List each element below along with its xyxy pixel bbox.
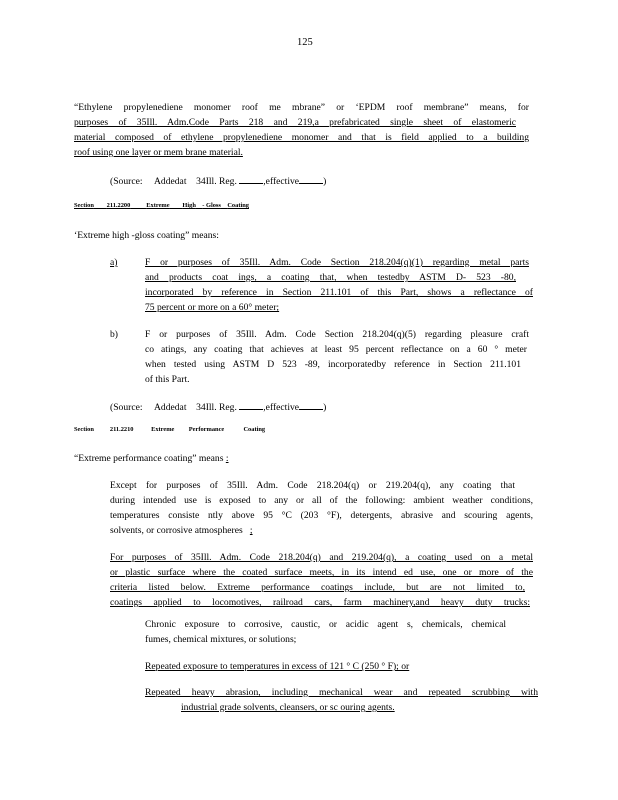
criterion-line: fumes, chemical mixtures, or solutions;: [145, 634, 297, 645]
item-a-line: incorporated by reference in Section 211.101 of this Part, shows a reflectance of: [145, 287, 533, 298]
epdm-line: “Ethylene propylenediene monomer roof me mbrane” or ‘EPDM roof membrane” means, for: [74, 102, 529, 113]
p1-line: solvents, or corrosive atmospheres ;: [110, 525, 253, 536]
p2-line: For purposes of 35Ill. Adm. Code 218.204(q) and 219.204(q), a coating used on a metal: [110, 552, 533, 563]
item-label-b: b): [110, 329, 118, 340]
source-note: (Source: Addedat 34Ill. Reg. ,effective ): [110, 176, 327, 187]
p2-line: coatings applied to locomotives, railroad cars, farm machinery,and heavy duty trucks:: [110, 597, 530, 608]
criterion-line: Repeated heavy abrasion, including mechanical wear and repeated scrubbing with: [145, 687, 538, 698]
item-label-a: a): [110, 257, 118, 268]
p1-line: temperatures consiste ntly above 95 °C (203 °F), detergents, abrasive and scouring agents,: [110, 510, 533, 521]
section-heading: Section 211.2200 Extreme High - Gloss Coating: [74, 202, 249, 209]
item-a-line: F or purposes of 35Ill. Adm. Code Section 218.204(q)(1) regarding metal parts: [145, 257, 529, 268]
epdm-line: material composed of ethylene propylenediene monomer and that is field applied to a building: [74, 132, 529, 143]
criterion-line: Repeated exposure to temperatures in excess of 121 ° C (250 ° F); or: [145, 661, 410, 672]
p1-line: during intended use is exposed to any or all of the following: ambient weather conditions,: [110, 495, 533, 506]
item-b-line: when tested using ASTM D 523 -89, incorporatedby reference in Section 211.101: [145, 359, 521, 370]
definition-intro: “Extreme performance coating” means :: [74, 453, 229, 464]
epdm-line: purposes of 35Ill. Adm.Code Parts 218 and 219,a prefabricated single sheet of elastomeric: [74, 117, 516, 128]
item-b-line: F or purposes of 35Ill. Adm. Code Section 218.204(q)(5) regarding pleasure craft: [145, 329, 529, 340]
p2-line: criteria listed below. Extreme performance coatings include, but are not limited to,: [110, 582, 525, 593]
item-b-line: co atings, any coating that achieves at least 95 percent reflectance on a 60 ° meter: [145, 344, 527, 355]
item-a-line: and products coat ings, a coating that, when testedby ASTM D- 523 -80,: [145, 272, 516, 283]
page-number: 125: [297, 37, 313, 48]
p2-line: or plastic surface where the coated surface meets, in its intend ed use, one or more of the: [110, 567, 533, 578]
item-a-line: 75 percent or more on a 60° meter;: [145, 302, 280, 313]
p1-line: Except for purposes of 35Ill. Adm. Code 218.204(q) or 219.204(q), any coating that: [110, 480, 515, 491]
source-note: (Source: Addedat 34Ill. Reg. ,effective ): [110, 402, 327, 413]
criterion-line: industrial grade solvents, cleansers, or sc ouring agents.: [181, 702, 395, 713]
epdm-line: roof using one layer or mem brane material.: [74, 147, 243, 158]
item-b-line: of this Part.: [145, 374, 190, 385]
definition-intro: ‘Extreme high -gloss coating” means:: [74, 230, 219, 241]
criterion-line: Chronic exposure to corrosive, caustic, or acidic agent s, chemicals, chemical: [145, 619, 506, 630]
section-heading: Section 211.2210 Extreme Performance Coating: [74, 426, 266, 433]
